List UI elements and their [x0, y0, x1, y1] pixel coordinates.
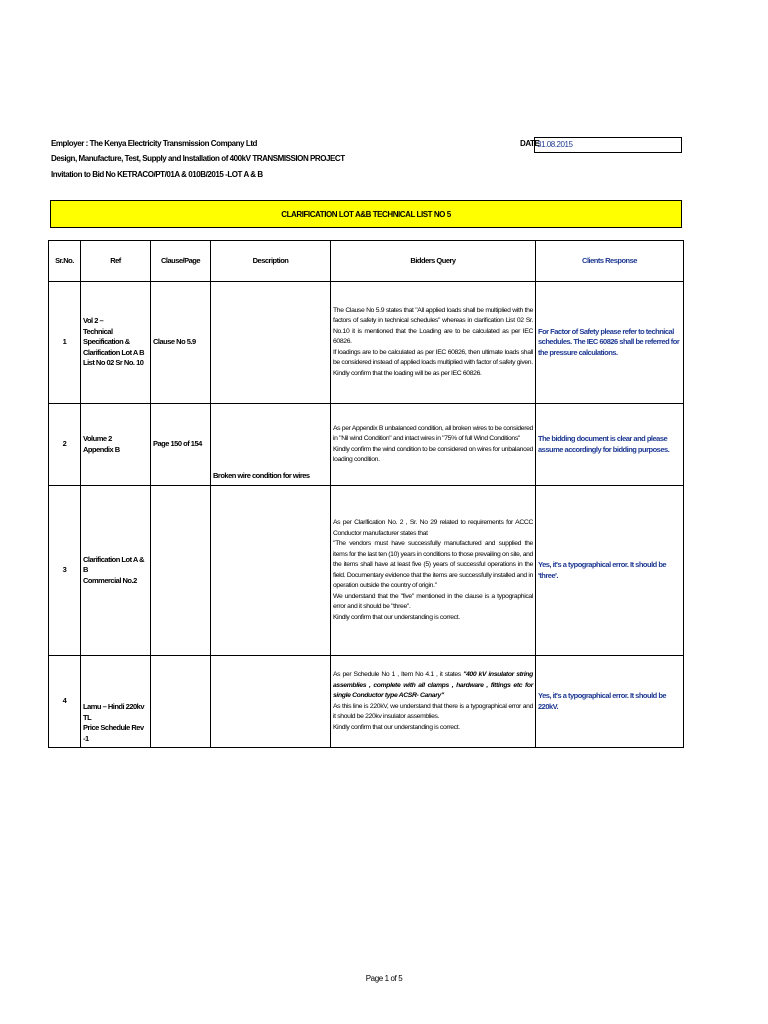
row-description	[211, 656, 331, 748]
row-clause: Page 150 of 154	[151, 404, 211, 486]
col-query: Bidders Query	[331, 241, 536, 282]
col-response: Clients Response	[536, 241, 684, 282]
row-ref: Vol 2 – Technical Specification & Clarification Lot A B List No 02 Sr No. 10	[81, 282, 151, 404]
row-response: Yes, it's a typographical error. It should be 220kV.	[536, 656, 684, 748]
row-sr: 1	[49, 282, 81, 404]
row-ref: Volume 2 Appendix B	[81, 404, 151, 486]
col-srno: Sr.No.	[49, 241, 81, 282]
table-row	[49, 486, 684, 656]
date-value: 31.08.2015	[537, 140, 573, 149]
table-row	[49, 282, 684, 404]
table-row	[49, 656, 684, 748]
row-clause: Clause No 5.9	[151, 282, 211, 404]
col-clause: Clause/Page	[151, 241, 211, 282]
employer-line: Employer : The Kenya Electricity Transmission Company Ltd	[51, 139, 257, 148]
row-response: The bidding document is clear and please assume accordingly for bidding purposes.	[536, 404, 684, 486]
table-header-row	[49, 241, 684, 282]
col-description: Description	[211, 241, 331, 282]
row-ref: Lamu – Hindi 220kv TL Price Schedule Rev -1	[81, 656, 151, 748]
row-description	[211, 282, 331, 404]
date-label: DATE	[520, 139, 540, 148]
row-response: For Factor of Safety please refer to technical schedules. The IEC 60826 shall be referred for the pressure calculations.	[536, 282, 684, 404]
row-description: Broken wire condition for wires	[211, 404, 331, 486]
row-clause	[151, 486, 211, 656]
clarification-table	[48, 240, 684, 748]
page-number: Page 1 of 5	[365, 974, 403, 983]
row-query: The Clause No 5.9 states that "All applied loads shall be multiplied with the factors of safety in technical schedules" whereas in clarification List 02 Sr. No.10 it is mentioned that the Loading are to be calculated as per IEC 60826. If loadings are to be calculated as per IEC 60826, then ultimate loads shall be considered instead of applied loads multiplied with factor of safety given. Kindly confirm that the loading will be as per IEC 60826.	[331, 282, 536, 404]
row-description	[211, 486, 331, 656]
row-ref: Clarification Lot A & B Commercial No.2	[81, 486, 151, 656]
date-field	[534, 137, 682, 153]
project-line: Design, Manufacture, Test, Supply and Installation of 400kV TRANSMISSION PROJECT	[51, 154, 345, 163]
row-sr: 4	[49, 656, 81, 748]
row-query: As per Appendix B unbalanced condition, all broken wires to be considered in "Nil wind Condition" and intact wires in "75% of full Wind Conditions" Kindly confirm the wind condition to be considered on wires for unbalanced loading condition.	[331, 404, 536, 486]
table-row	[49, 404, 684, 486]
invitation-line: Invitation to Bid No KETRACO/PT/01A & 010B/2015 -LOT A & B	[51, 170, 263, 179]
row-sr: 2	[49, 404, 81, 486]
col-ref: Ref	[81, 241, 151, 282]
row-query: As per Clarification No. 2 , Sr. No 29 related to requirements for ACCC Conductor manufacturer states that "The vendors must have successfully manufactured and supplied the items for the last ten (10) years in conditions to those prevailing on site, and the items shall have at least five (5) years of successful operations in the field. Documentary evidence that the items are successfully installed and in operation outside the country of origin." We understand that the "five" mentioned in the clause is a typographical error and it should be "three". Kindly confirm that our understanding is correct.	[331, 486, 536, 656]
row-sr: 3	[49, 486, 81, 656]
row-response: Yes, it's a typographical error. It should be 'three'.	[536, 486, 684, 656]
row-query: As per Schedule No 1 , Item No 4.1 , it states "400 kV insulator string assemblies , complete with all clamps , hardware , fittings etc for single Conductor type ACSR- Canary" As this line is 220kV, we understand that there is a typographical error and it should be 220kv insulator assemblies. Kindly confirm that our understanding is correct.	[331, 656, 536, 748]
row-clause	[151, 656, 211, 748]
clarification-banner: CLARIFICATION LOT A&B TECHNICAL LIST NO 5	[50, 200, 682, 228]
